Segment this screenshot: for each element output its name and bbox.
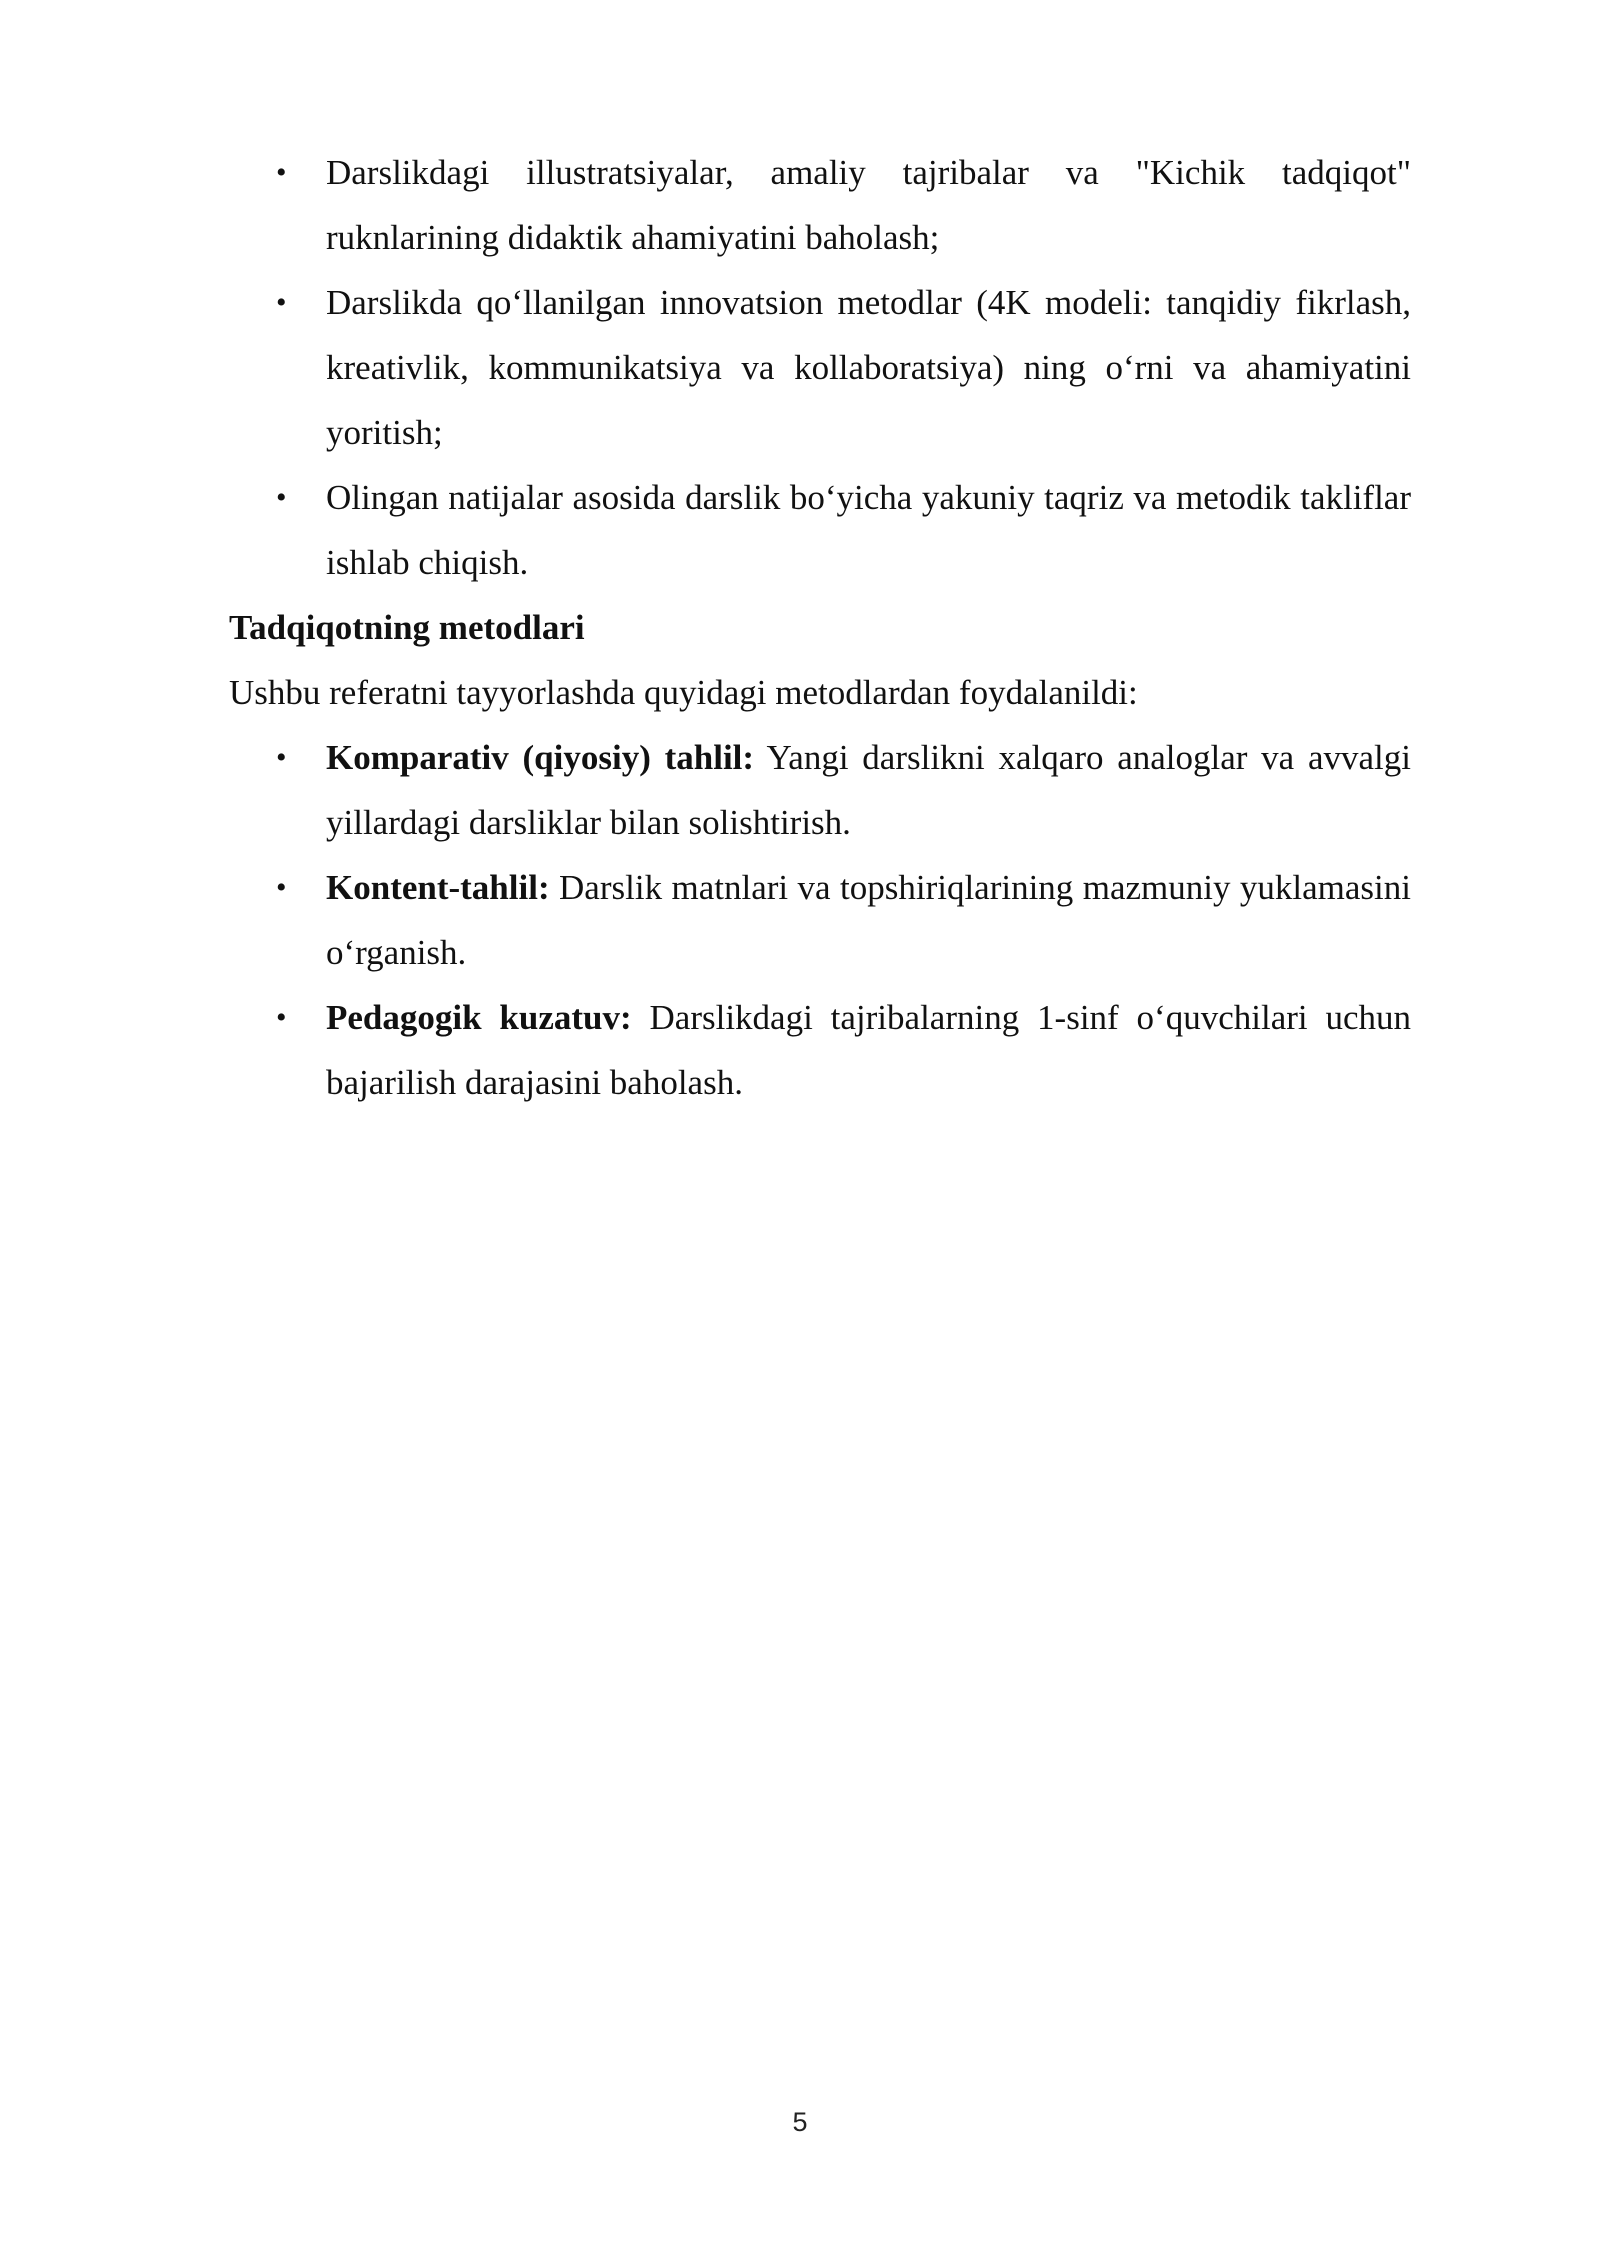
bullet-icon: •: [276, 1001, 287, 1034]
goals-list: [229, 140, 1411, 595]
bullet-icon: •: [276, 481, 287, 514]
list-item: [229, 855, 1411, 985]
page-content: [229, 140, 1411, 1115]
bullet-icon: •: [276, 286, 287, 319]
bullet-icon: •: [276, 741, 287, 774]
list-item-text: Darslikda qo‘llanilgan innovatsion metodlar (4K modeli: tanqidiy fikrlash, kreativlik, kommunikatsiya va kollaboratsiya) ning o‘rni va ahamiyatini yoritish;: [326, 283, 1411, 452]
bullet-icon: •: [276, 871, 287, 904]
method-description: Yangi darslikni xalqaro analoglar va avvalgi yillardagi darsliklar bilan solishtirish.: [326, 738, 1411, 842]
list-item-text: Olingan natijalar asosida darslik bo‘yicha yakuniy taqriz va metodik takliflar ishlab chiqish.: [326, 478, 1411, 582]
section-heading: Tadqiqotning metodlari: [229, 608, 585, 647]
list-item-text: Darslikdagi illustratsiyalar, amaliy tajribalar va "Kichik tadqiqot" ruknlarining didaktik ahamiyatini baholash;: [326, 153, 1411, 257]
list-item: [229, 270, 1411, 465]
list-item: [229, 465, 1411, 595]
list-item: [229, 140, 1411, 270]
list-item: [229, 985, 1411, 1115]
methods-list: [229, 725, 1411, 1115]
section-intro: Ushbu referatni tayyorlashda quyidagi metodlardan foydalanildi:: [229, 673, 1138, 712]
method-description: Darslikdagi tajribalarning 1-sinf o‘quvchilari uchun bajarilish darajasini baholash.: [326, 998, 1412, 1102]
method-term: Kontent-tahlil:: [326, 868, 550, 907]
method-term: Pedagogik kuzatuv:: [326, 998, 632, 1037]
page-number: 5: [792, 2107, 808, 2137]
list-item: [229, 725, 1411, 855]
method-description: Darslik matnlari va topshiriqlarining mazmuniy yuklamasini o‘rganish.: [326, 868, 1411, 972]
bullet-icon: •: [276, 156, 287, 189]
method-term: Komparativ (qiyosiy) tahlil:: [326, 738, 755, 777]
